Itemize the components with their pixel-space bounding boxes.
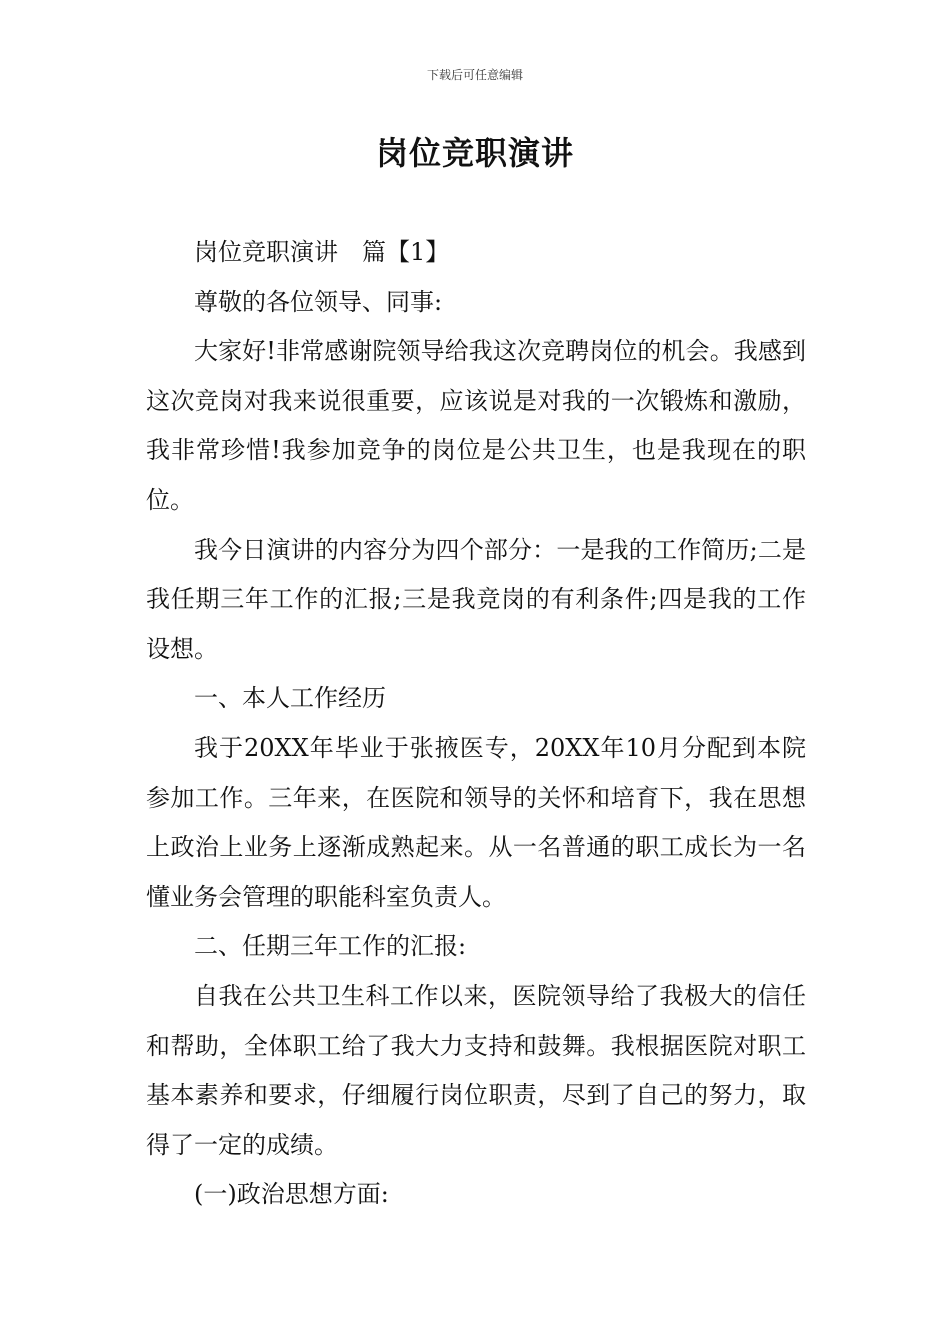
paragraph: 自我在公共卫生科工作以来，医院领导给了我极大的信任和帮助，全体职工给了我大力支持和鼓舞。我根据医院对职工基本素养和要求，仔细履行岗位职责，尽到了自己的努力，取得了一定的成绩。 bbox=[146, 981, 806, 1159]
paragraph: 我于20XX年毕业于张掖医专，20XX年10月分配到本院参加工作。三年来，在医院和领导的关怀和培育下，我在思想上政治上业务上逐渐成熟起来。从一名普通的职工成长为一名懂业务会管理的职能科室负责人。 bbox=[146, 733, 806, 911]
subsection-heading: (一)政治思想方面: bbox=[194, 1180, 389, 1209]
section-heading: 一、本人工作经历 bbox=[194, 684, 386, 713]
paragraph: 我今日演讲的内容分为四个部分：一是我的工作简历;二是我任期三年工作的汇报;三是我竞岗的有利条件;四是我的工作设想。 bbox=[146, 535, 806, 663]
salutation: 尊敬的各位领导、同事: bbox=[194, 287, 443, 316]
paragraph: 大家好!非常感谢院领导给我这次竞聘岗位的机会。我感到这次竞岗对我来说很重要，应该说是对我的一次锻炼和激励，我非常珍惜!我参加竞争的岗位是公共卫生，也是我现在的职位。 bbox=[146, 337, 806, 514]
header-note: 下载后可任意编辑 bbox=[426, 68, 523, 82]
section-heading: 二、任期三年工作的汇报: bbox=[194, 932, 467, 961]
section-heading: 岗位竞职演讲 篇【1】 bbox=[194, 238, 450, 266]
document-body bbox=[146, 228, 806, 1220]
document-title: 岗位竞职演讲 bbox=[375, 134, 574, 172]
